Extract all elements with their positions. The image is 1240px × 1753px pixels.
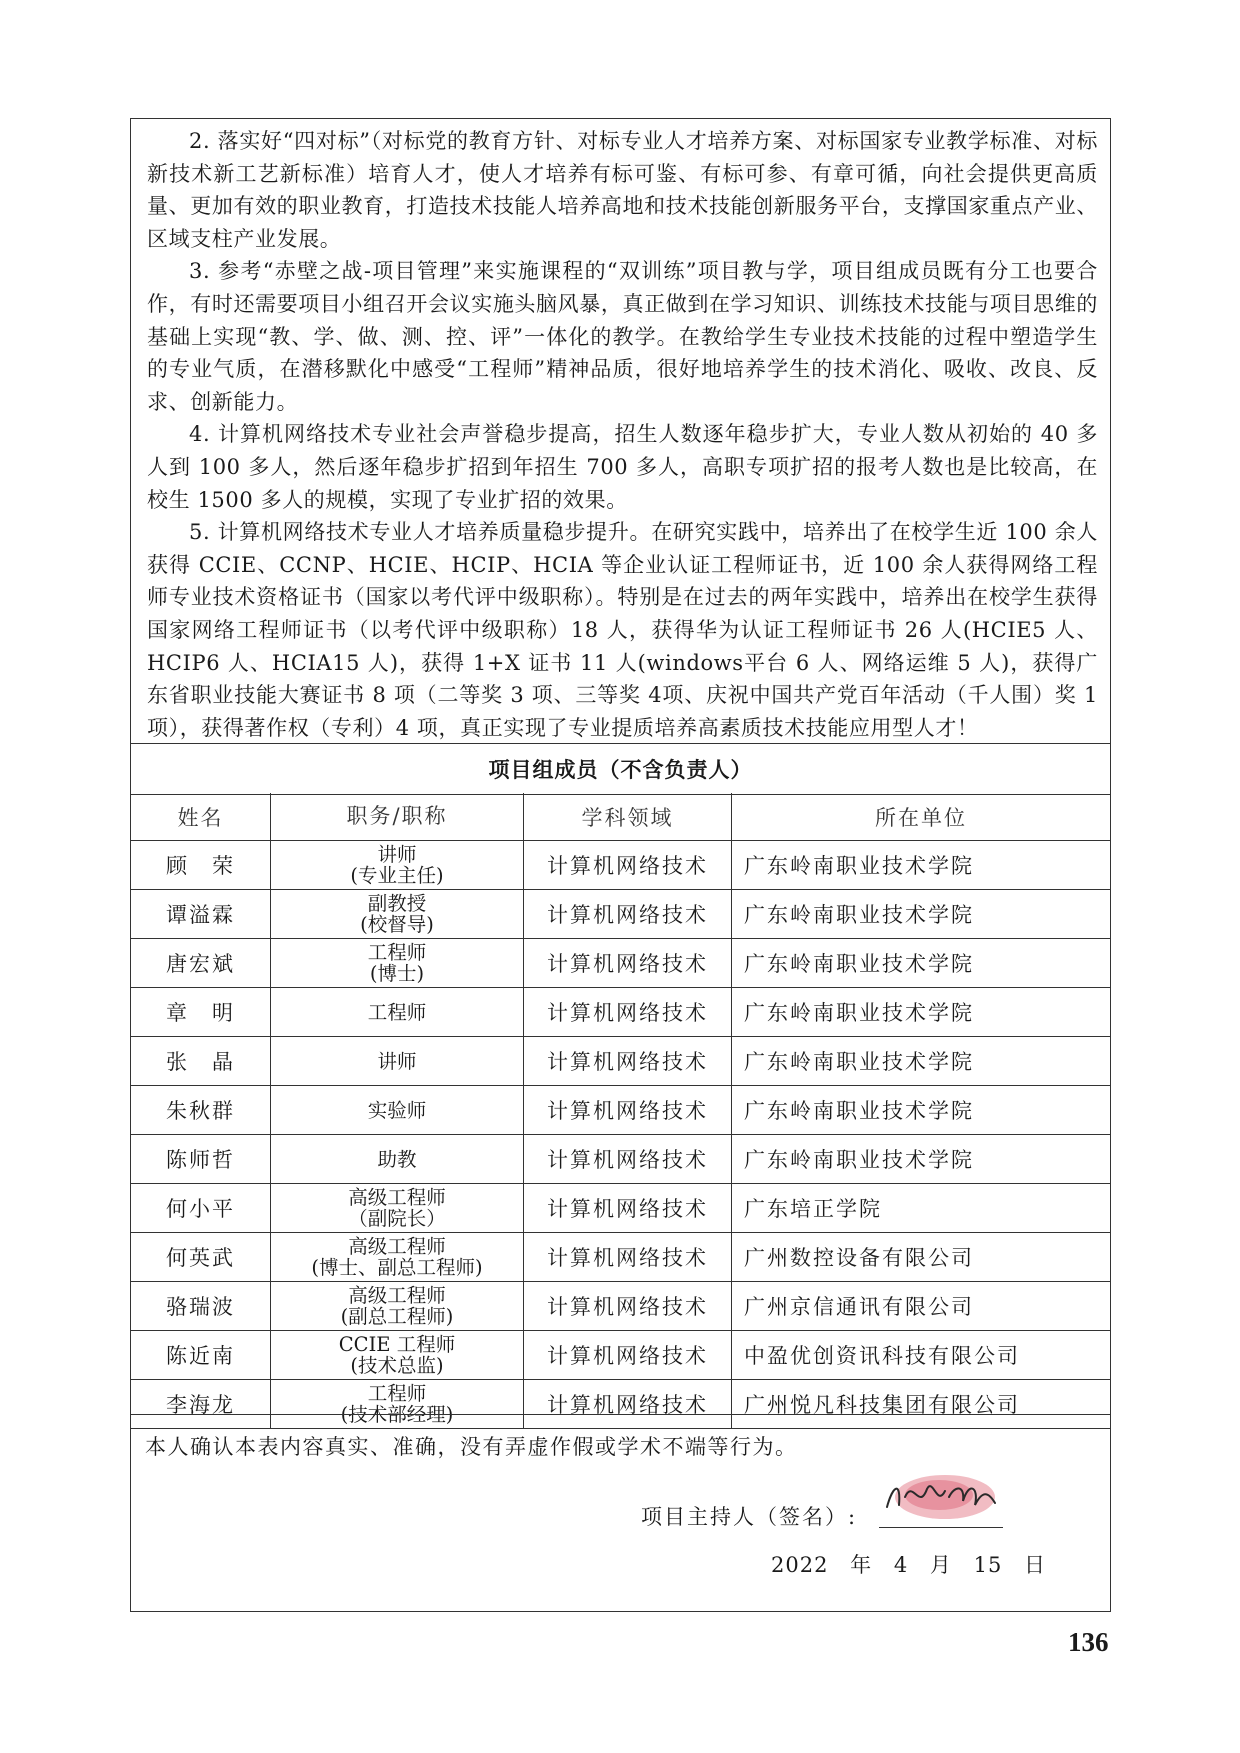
member-title-line: 高级工程师 <box>348 1235 446 1258</box>
table-row <box>131 1282 1110 1331</box>
member-name: 张 晶 <box>131 1037 271 1086</box>
member-field: 计算机网络技术 <box>524 1282 732 1331</box>
table-row <box>131 841 1110 890</box>
date-day: 15 <box>973 1553 1003 1577</box>
date-line <box>771 1549 1046 1579</box>
achievements-text <box>147 125 1098 741</box>
member-name: 章 明 <box>131 988 271 1037</box>
table-row <box>131 1331 1110 1380</box>
member-field: 计算机网络技术 <box>524 1331 732 1380</box>
member-title-line: 高级工程师 <box>348 1284 446 1307</box>
member-title <box>271 1331 524 1380</box>
member-title <box>271 1282 524 1331</box>
member-name: 陈近南 <box>131 1331 271 1380</box>
header-title: 职务/职称 <box>271 793 524 841</box>
member-unit: 广东岭南职业技术学院 <box>732 939 1111 988</box>
member-name: 何小平 <box>131 1184 271 1233</box>
member-field: 计算机网络技术 <box>524 841 732 890</box>
member-field: 计算机网络技术 <box>524 1086 732 1135</box>
member-unit: 广州京信通讯有限公司 <box>732 1282 1111 1331</box>
member-title-line: CCIE 工程师 <box>338 1333 456 1356</box>
member-name: 唐宏斌 <box>131 939 271 988</box>
table-row <box>131 1037 1110 1086</box>
declaration-text: 本人确认本表内容真实、准确，没有弄虚作假或学术不端等行为。 <box>145 1435 798 1459</box>
declaration-section <box>131 1414 1110 1611</box>
header-field: 学科领域 <box>524 793 732 841</box>
member-title-note: （副院长） <box>348 1207 446 1230</box>
member-unit: 广东培正学院 <box>732 1184 1111 1233</box>
member-title <box>271 988 524 1037</box>
member-title-line: 讲师 <box>377 1049 417 1073</box>
header-name: 姓名 <box>131 793 271 841</box>
date-month: 4 <box>893 1553 909 1577</box>
member-name: 谭溢霖 <box>131 890 271 939</box>
signer-label: 项目主持人（签名）: <box>641 1505 858 1529</box>
member-title-line: 工程师 <box>367 1382 427 1405</box>
member-title <box>271 1135 524 1184</box>
member-field: 计算机网络技术 <box>524 1135 732 1184</box>
table-row <box>131 988 1110 1037</box>
member-title <box>271 1184 524 1233</box>
member-title <box>271 890 524 939</box>
member-unit: 中盈优创资讯科技有限公司 <box>732 1331 1111 1380</box>
member-title-note: (副总工程师) <box>340 1305 454 1328</box>
table-row <box>131 1086 1110 1135</box>
member-unit: 广州悦凡科技集团有限公司 <box>732 1380 1111 1429</box>
member-title-line: 工程师 <box>367 941 427 964</box>
member-unit: 广州数控设备有限公司 <box>732 1233 1111 1282</box>
member-title <box>271 1233 524 1282</box>
member-title-line: 讲师 <box>377 843 417 866</box>
signature-icon <box>879 1467 1003 1527</box>
table-row <box>131 1135 1110 1184</box>
paragraph-4: 4. 计算机网络技术专业社会声誉稳步提高，招生人数逐年稳步扩大，专业人数从初始的 40 多人到 100 多人，然后逐年稳步扩招到年招生 700 多人，高职专项扩招的报考人数也是比较高，在校生 1500 多人的规模，实现了专业扩招的效果。 <box>147 422 1098 512</box>
member-title <box>271 939 524 988</box>
member-title-note: (技术总监) <box>350 1354 444 1377</box>
date-year-unit: 年 <box>850 1553 873 1577</box>
member-unit: 广东岭南职业技术学院 <box>732 988 1111 1037</box>
table-row <box>131 1233 1110 1282</box>
member-field: 计算机网络技术 <box>524 1233 732 1282</box>
member-rows <box>131 841 1110 1429</box>
member-unit: 广东岭南职业技术学院 <box>732 890 1111 939</box>
paragraph-2: 2. 落实好“四对标”（对标党的教育方针、对标专业人才培养方案、对标国家专业教学标准、对标新技术新工艺新标准）培育人才，使人才培养有标可鉴、有标可参、有章可循，向社会提供更高质量、更加有效的职业教育，打造技术技能人培养高地和技术技能创新服务平台，支撑国家重点产业、区域支柱产业发展。 <box>147 129 1098 251</box>
date-month-unit: 月 <box>929 1553 952 1577</box>
member-title <box>271 1037 524 1086</box>
member-name: 李海龙 <box>131 1380 271 1429</box>
member-title <box>271 841 524 890</box>
member-title-line: 高级工程师 <box>348 1186 446 1209</box>
member-name: 陈师哲 <box>131 1135 271 1184</box>
member-field: 计算机网络技术 <box>524 988 732 1037</box>
member-title-note: (博士、副总工程师) <box>311 1256 483 1279</box>
table-row <box>131 1184 1110 1233</box>
member-field: 计算机网络技术 <box>524 890 732 939</box>
member-title-note: (博士) <box>369 962 425 985</box>
signature-field <box>879 1467 1003 1528</box>
member-unit: 广东岭南职业技术学院 <box>732 1086 1111 1135</box>
table-row <box>131 939 1110 988</box>
member-unit: 广东岭南职业技术学院 <box>732 1037 1111 1086</box>
member-title <box>271 1086 524 1135</box>
form-frame <box>130 118 1111 1612</box>
member-title-line: 工程师 <box>367 1000 427 1024</box>
member-field: 计算机网络技术 <box>524 1184 732 1233</box>
member-title-line: 副教授 <box>367 892 427 915</box>
member-name: 顾 荣 <box>131 841 271 890</box>
member-title-line: 助教 <box>377 1147 417 1171</box>
member-title-note: (校督导) <box>360 913 434 936</box>
member-field: 计算机网络技术 <box>524 1380 732 1429</box>
paragraph-3: 3. 参考“赤壁之战-项目管理”来实施课程的“双训练”项目教与学，项目组成员既有分工也要合作，有时还需要项目小组召开会议实施头脑风暴，真正做到在学习知识、训练技术技能与项目思维的基础上实现“教、学、做、测、控、评”一体化的教学。在教给学生专业技术技能的过程中塑造学生的专业气质，在潜移默化中感受“工程师”精神品质，很好地培养学生的技术消化、吸收、改良、反求、创新能力。 <box>147 259 1098 414</box>
members-table <box>131 793 1110 1429</box>
table-row <box>131 890 1110 939</box>
member-unit: 广东岭南职业技术学院 <box>732 841 1111 890</box>
members-section-title: 项目组成员（不含负责人） <box>131 743 1110 795</box>
member-name: 何英武 <box>131 1233 271 1282</box>
member-name: 朱秋群 <box>131 1086 271 1135</box>
page-number: 136 <box>1068 1627 1109 1657</box>
header-unit: 所在单位 <box>732 793 1111 841</box>
member-title-note: (技术部经理) <box>340 1403 454 1426</box>
member-field: 计算机网络技术 <box>524 939 732 988</box>
date-year: 2022 <box>771 1553 829 1577</box>
member-unit: 广东岭南职业技术学院 <box>732 1135 1111 1184</box>
paragraph-5: 5. 计算机网络技术专业人才培养质量稳步提升。在研究实践中，培养出了在校学生近 100 余人获得 CCIE、CCNP、HCIE、HCIP、HCIA 等企业认证工程师证书，近 100 余人获得网络工程师专业技术资格证书（国家以考代评中级职称）。特别是在过去的两年实践中，培养出在校学生获得国家网络工程师证书（以考代评中级职称）18 人，获得华为认证工程师证书 26 人(HCIE5 人、HCIP6 人、HCIA15 人)，获得 1+X 证书 11 人(windows平台 6 人、网络运维 5 人)，获得广东省职业技能大赛证书 8 项（二等奖 3 项、三等奖 4项、庆祝中国共产党百年活动（千人围）奖 1 项），获得著作权（专利）4 项，真正实现了专业提质培养高素质技术技能应用型人才！ <box>147 520 1098 740</box>
date-day-unit: 日 <box>1024 1553 1046 1577</box>
member-title-note: (专业主任) <box>350 864 444 887</box>
member-title-line: 实验师 <box>367 1098 427 1122</box>
member-field: 计算机网络技术 <box>524 1037 732 1086</box>
table-header-row <box>131 793 1110 841</box>
member-name: 骆瑞波 <box>131 1282 271 1331</box>
